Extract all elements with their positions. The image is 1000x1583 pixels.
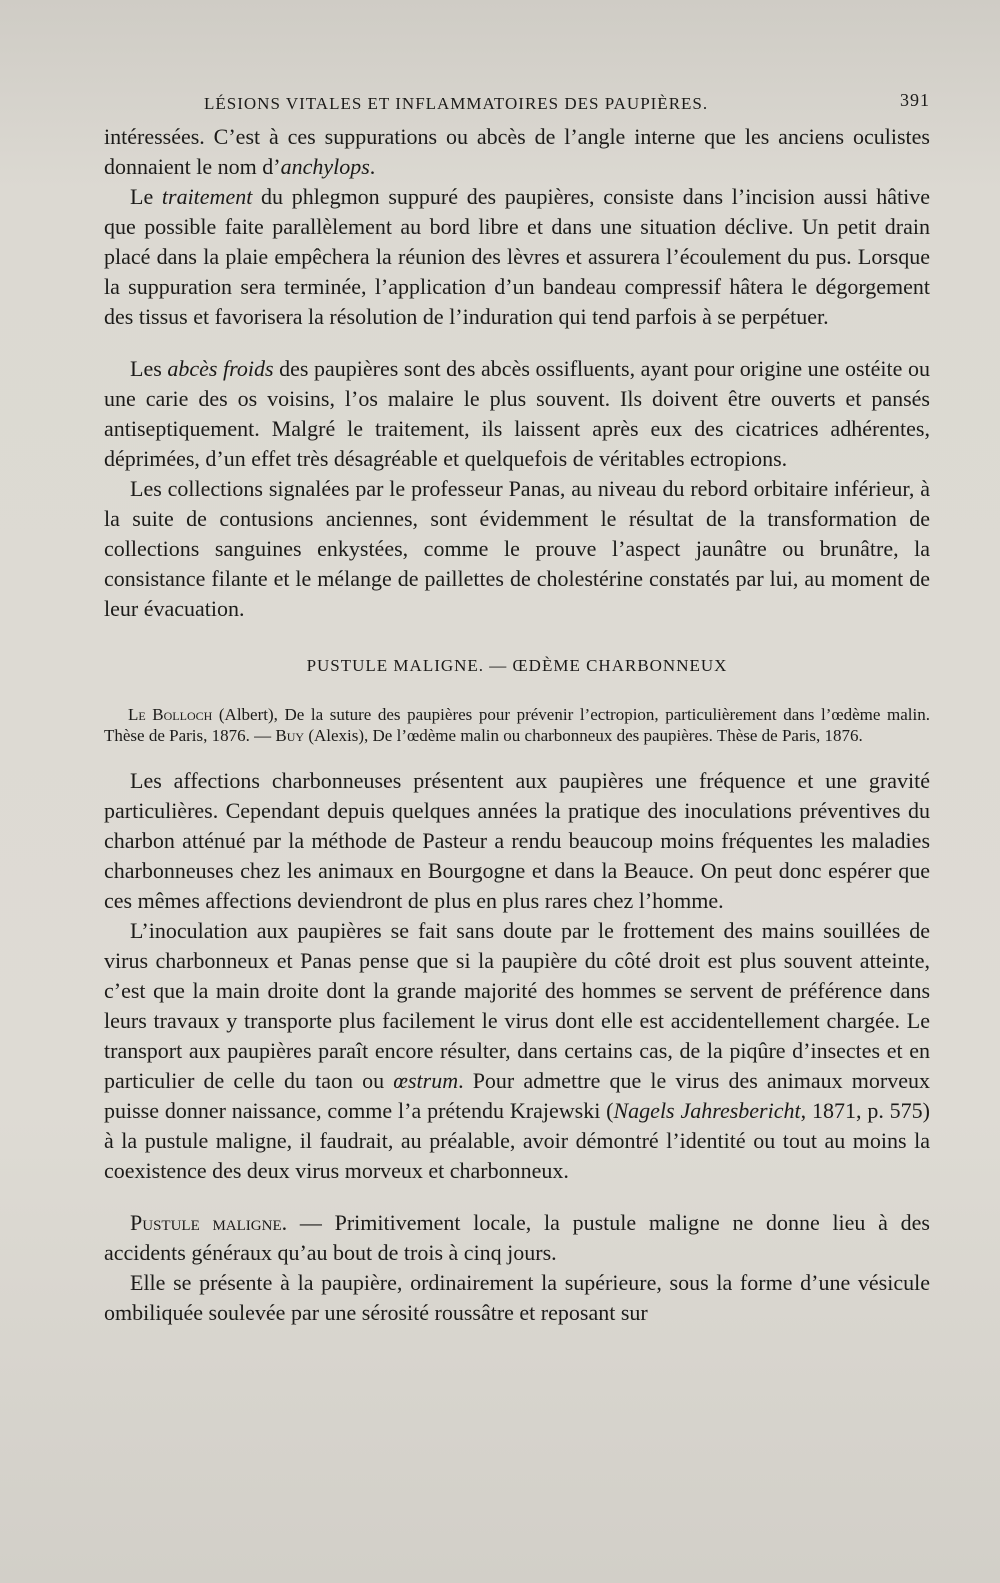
author-name: Le Bolloch	[128, 705, 213, 724]
paragraph-gap	[104, 332, 930, 354]
page-number: 391	[900, 90, 930, 110]
italic-term: anchylops	[280, 154, 370, 179]
paragraph	[104, 182, 930, 332]
paragraph-text: intéressées. C’est à ces suppurations ou abcès de l’angle interne que les anciens oculistes donnaient le nom d’	[104, 124, 930, 179]
paragraph: Elle se présente à la paupière, ordinairement la supérieure, sous la forme d’une vésicule ombiliquée soulevée par une sérosité roussâtre et reposant sur	[104, 1270, 930, 1325]
paragraph	[104, 1208, 930, 1268]
bibliography-text: (Alexis), De l’œdème malin ou charbonneux des paupières. Thèse de Paris, 1876.	[304, 726, 863, 745]
section-heading: PUSTULE MALIGNE. — ŒDÈME CHARBONNEUX	[306, 656, 728, 675]
paragraph-text: .	[369, 154, 376, 179]
paragraph	[104, 354, 930, 474]
paragraph-text: L’inoculation aux paupières se fait sans doute par le frottement des mains souillées de virus charbonneux et Panas pense que si la paupière du côté droit est plus souvent atteinte, c’est que la main droite dont la grande majorité des hommes se servent de préférence dans leurs travaux y transporte plus facilement le virus dont elle est accidentellement chargée. Le transport aux paupières paraît encore résulter, dans certains cas, de la piqûre d’insectes et en particulier de celle du taon ou	[104, 918, 930, 1093]
paragraph	[104, 122, 930, 182]
paragraph-text: — Primitivement locale, la pustule maligne ne donne lieu à des accidents généraux qu’au bout de trois à cinq jours.	[104, 1210, 930, 1265]
italic-term: Nagels Jahresbericht	[613, 1098, 801, 1123]
italic-term: œstrum	[393, 1068, 459, 1093]
paragraph-gap	[104, 624, 930, 646]
paragraph-text: des paupières sont des abcès ossifluents, ayant pour origine une ostéite ou une carie des os voisins, l’os malaire le plus souvent. Ils doivent être ouverts et pansés antiseptiquement. Malgré le traitement, ils laissent après eux des cicatrices adhérentes, déprimées, d’un effet très désagréable et quelquefois de véritables ectropions.	[104, 356, 930, 471]
paragraph: Les collections signalées par le professeur Panas, au niveau du rebord orbitaire inférieur, à la suite de contusions anciennes, sont évidemment le résultat de la transformation de collections sanguines enkystées, comme le prouve l’aspect jaunâtre ou brunâtre, la consistance filante et le mélange de paillettes de cholestérine constatés par lui, au moment de leur évacuation.	[104, 476, 930, 621]
bibliography-text: (Albert), De la suture des paupières pour prévenir l’ectropion, particulièrement dans l’œdème malin. Thèse de Paris, 1876. —	[104, 705, 930, 745]
running-header-title: LÉSIONS VITALES ET INFLAMMATOIRES DES PAUPIÈRES.	[204, 94, 709, 113]
author-name: Buy	[275, 726, 305, 745]
paragraph-text: du phlegmon suppuré des paupières, consiste dans l’incision aussi hâtive que possible faite parallèlement au bord libre et dans une situation déclive. Un petit drain placé dans la plaie empêchera la réunion des lèvres et assurera l’écoulement du pus. Lorsque la suppuration sera terminée, l’application d’un bandeau compressif hâtera le dégorgement des tissus et favorisera la résolution de l’induration qui tend parfois à se perpétuer.	[104, 184, 930, 329]
paragraph: Les affections charbonneuses présentent aux paupières une fréquence et une gravité particulières. Cependant depuis quelques années la pratique des inoculations préventives du charbon atténué par la méthode de Pasteur a rendu beaucoup moins fréquentes les maladies charbonneuses chez les animaux en Bourgogne et dans la Beauce. On peut donc espérer que ces mêmes affections deviendront de plus en plus rares chez l’homme.	[104, 768, 930, 913]
italic-term: abcès froids	[167, 356, 274, 381]
paragraph-text: . Pour admettre que le virus des animaux morveux puisse donner naissance, comme l’a prétendu Krajewski (	[104, 1068, 930, 1123]
page-text-block	[104, 80, 930, 1328]
paragraph-text: , 1871, p. 575) à la pustule maligne, il faudrait, au préalable, avoir démontré l’identité ou tout au moins la coexistence des deux virus morveux et charbonneux.	[104, 1098, 930, 1183]
running-header	[104, 80, 930, 122]
paragraph	[104, 916, 930, 1186]
paragraph-gap	[104, 1186, 930, 1208]
paragraph-text: Les	[130, 356, 168, 381]
italic-term: traitement	[161, 184, 253, 209]
run-in-heading: Pustule maligne.	[130, 1210, 288, 1235]
paragraph-text: Le	[130, 184, 162, 209]
bibliography-note	[104, 704, 930, 746]
